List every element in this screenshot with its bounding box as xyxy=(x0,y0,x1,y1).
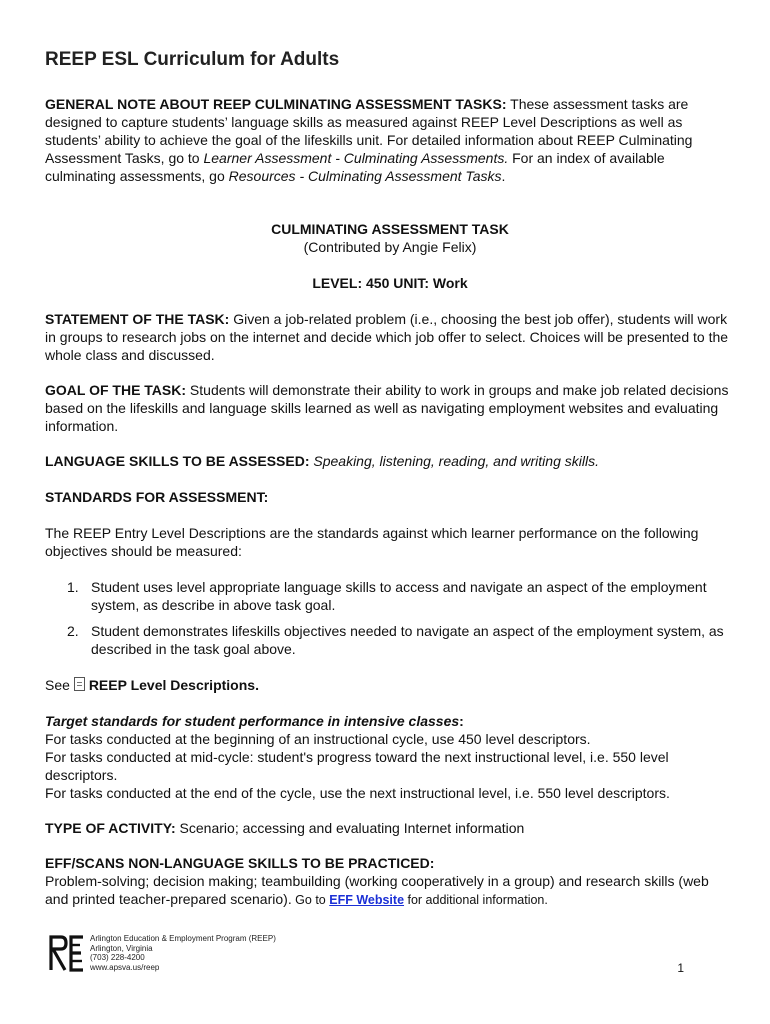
general-note-end: . xyxy=(501,168,506,184)
list-item-text: Student demonstrates lifeskills objectives needed to navigate an aspect of the employment system, as described in the task goal above. xyxy=(91,623,724,657)
target-line: For tasks conducted at the end of the cycle, use the next instructional level, i.e. 550 level descriptors. xyxy=(45,785,670,801)
level-descriptions-link[interactable]: REEP Level Descriptions. xyxy=(88,677,259,693)
see-level-descriptions xyxy=(45,676,735,694)
general-note-text: These assessment tasks are designed to capture students’ language skills as measured against REEP Level Descriptions as well as students’ ability to achieve the goal of the lifeskills unit. For detailed information about REEP Culminating Assessment Tasks, go to xyxy=(45,96,693,166)
resources-link[interactable]: Resources - Culminating Assessment Tasks xyxy=(228,168,502,184)
statement-of-task xyxy=(45,310,735,364)
target-standards xyxy=(45,712,735,802)
footer-org: Arlington Education & Employment Program (REEP) xyxy=(90,934,276,943)
task-title: CULMINATING ASSESSMENT TASK xyxy=(271,221,509,237)
eff-scans-skills xyxy=(45,854,735,909)
eff-tail: for additional information. xyxy=(404,893,548,907)
language-skills xyxy=(45,452,735,470)
task-level-unit: LEVEL: 450 UNIT: Work xyxy=(312,275,468,291)
eff-website-link[interactable]: EFF Website xyxy=(329,893,405,907)
statement-text: Given a job-related problem (i.e., choosing the best job offer), students will work in groups to research jobs on the internet and decide which job offer to select. Choices will be presented to the whole class and discussed. xyxy=(45,311,729,363)
page-number: 1 xyxy=(677,961,684,975)
goal-text: Students will demonstrate their ability to work in groups and make job related decisions based on the lifeskills and language skills learned as well as navigating employment websites and evaluating information. xyxy=(45,382,729,434)
list-item xyxy=(45,622,735,658)
list-item-number: 2. xyxy=(67,623,79,639)
standards-heading: STANDARDS FOR ASSESSMENT: xyxy=(45,489,269,505)
footer-city: Arlington, Virginia xyxy=(90,943,153,953)
document-icon xyxy=(74,677,85,691)
footer-web: www.apsva.us/reep xyxy=(90,962,160,972)
list-item-text: Student uses level appropriate language skills to access and navigate an aspect of the employment system, as describe in above task goal. xyxy=(91,579,707,613)
list-item xyxy=(45,578,735,614)
reep-logo xyxy=(48,934,86,972)
eff-heading: EFF/SCANS NON-LANGUAGE SKILLS TO BE PRACTICED: xyxy=(45,855,435,871)
language-skills-heading: LANGUAGE SKILLS TO BE ASSESSED: xyxy=(45,453,310,469)
general-note-text-2: For an index of available culminating assessments, go xyxy=(45,150,665,184)
objectives-list xyxy=(45,578,735,666)
goal-heading: GOAL OF THE TASK: xyxy=(45,382,187,398)
eff-text: Problem-solving; decision making; teambuilding (working cooperatively in a group) and research skills (web and printed teacher-prepared scenario). xyxy=(45,873,709,907)
language-skills-text: Speaking, listening, reading, and writing skills. xyxy=(309,453,599,469)
standards-intro: The REEP Entry Level Descriptions are the standards against which learner performance on the following objectives should be measured: xyxy=(45,525,699,559)
target-heading-colon: : xyxy=(459,713,464,729)
general-note xyxy=(45,95,735,185)
statement-heading: STATEMENT OF THE TASK: xyxy=(45,311,230,327)
footer-phone: (703) 228-4200 xyxy=(90,953,145,963)
target-heading: Target standards for student performance in intensive classes xyxy=(45,713,460,729)
target-line: For tasks conducted at mid-cycle: student's progress toward the next instructional level, i.e. 550 level descriptors. xyxy=(45,749,669,783)
goal-of-task xyxy=(45,381,735,435)
type-of-activity xyxy=(45,819,735,837)
footer xyxy=(48,932,348,976)
page-title: REEP ESL Curriculum for Adults xyxy=(45,49,340,70)
see-prefix: See xyxy=(45,677,74,693)
target-line: For tasks conducted at the beginning of an instructional cycle, use 450 level descriptors. xyxy=(45,731,591,747)
footer-contact xyxy=(90,934,276,972)
general-note-heading: GENERAL NOTE ABOUT REEP CULMINATING ASSESSMENT TASKS: xyxy=(45,96,507,112)
activity-heading: TYPE OF ACTIVITY: xyxy=(45,820,176,836)
eff-go-to: Go to xyxy=(291,893,330,907)
list-item-number: 1. xyxy=(67,579,79,595)
activity-text: Scenario; accessing and evaluating Internet information xyxy=(175,820,525,836)
task-contributor: (Contributed by Angie Felix) xyxy=(303,239,477,255)
learner-assessment-link[interactable]: Learner Assessment - Culminating Assessments. xyxy=(203,150,509,166)
